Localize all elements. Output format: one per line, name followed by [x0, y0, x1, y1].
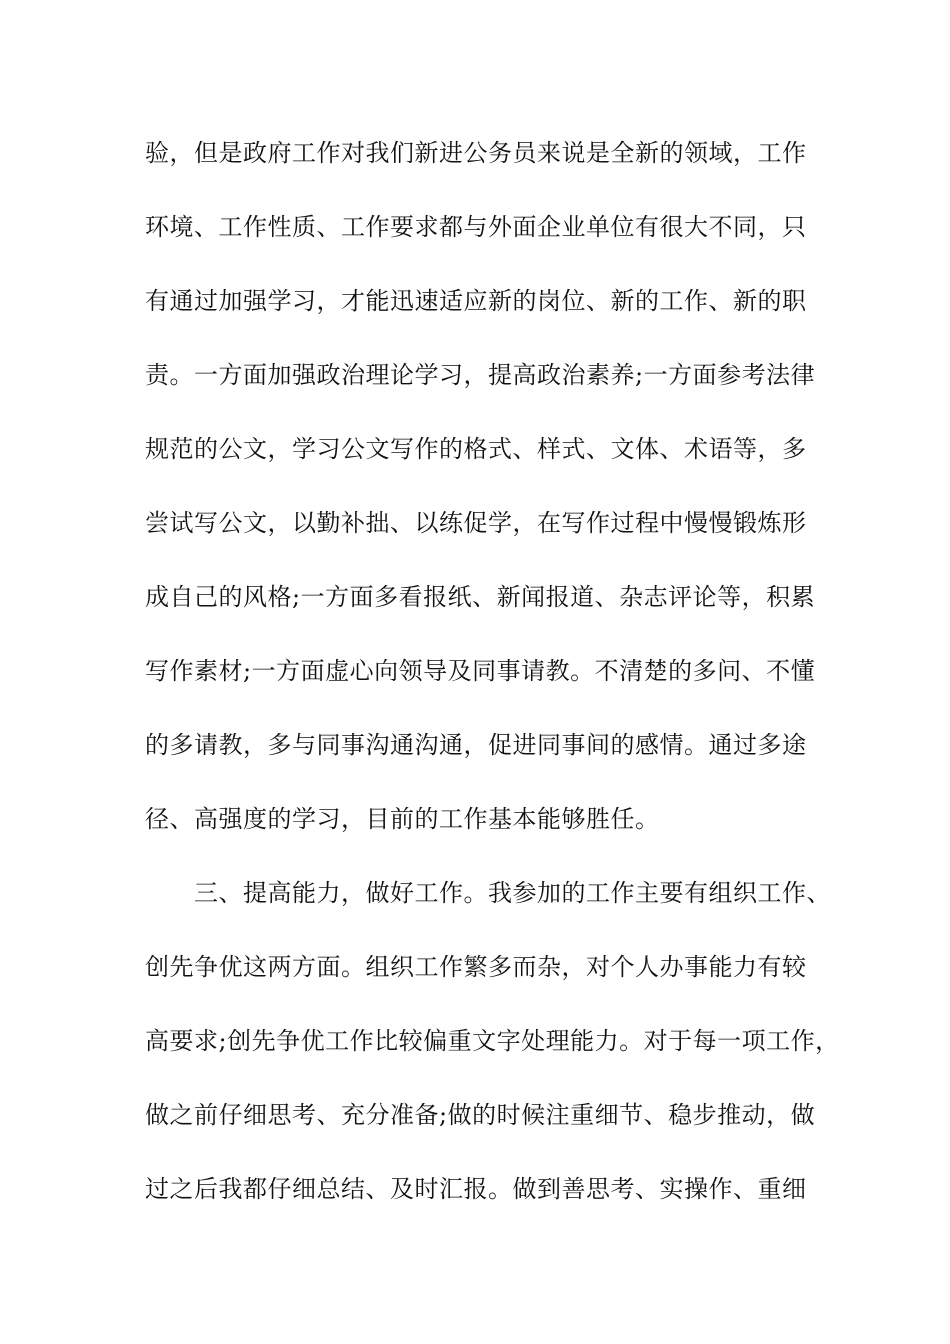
- document-body: [145, 130, 840, 1240]
- text-line: 环境、工作性质、工作要求都与外面企业单位有很大不同，只: [145, 213, 807, 241]
- text-line: 成自己的风格;一方面多看报纸、新闻报道、杂志评论等，积累: [145, 583, 816, 611]
- text-line: 过之后我都仔细总结、及时汇报。做到善思考、实操作、重细: [145, 1175, 807, 1203]
- text-line: 高要求;创先争优工作比较偏重文字处理能力。对于每一项工作，: [145, 1027, 840, 1055]
- text-line: 尝试写公文，以勤补拙、以练促学，在写作过程中慢慢锻炼形: [145, 509, 807, 537]
- text-line: 验，但是政府工作对我们新进公务员来说是全新的领域，工作: [145, 139, 807, 167]
- text-line: 责。一方面加强政治理论学习，提高政治素养;一方面参考法律: [145, 361, 816, 389]
- text-line: 有通过加强学习，才能迅速适应新的岗位、新的工作、新的职: [145, 287, 807, 315]
- text-line: 的多请教，多与同事沟通沟通，促进同事间的感情。通过多途: [145, 731, 807, 759]
- text-line: 写作素材;一方面虚心向领导及同事请教。不清楚的多问、不懂: [145, 657, 816, 685]
- text-line: 径、高强度的学习，目前的工作基本能够胜任。: [145, 805, 660, 833]
- text-line: 创先争优这两方面。组织工作繁多而杂，对个人办事能力有较: [145, 953, 807, 981]
- text-line: 规范的公文，学习公文写作的格式、样式、文体、术语等，多: [145, 435, 807, 463]
- text-line: 做之前仔细思考、充分准备;做的时候注重细节、稳步推动，做: [145, 1101, 816, 1129]
- text-line: 三、提高能力，做好工作。我参加的工作主要有组织工作、: [145, 879, 831, 907]
